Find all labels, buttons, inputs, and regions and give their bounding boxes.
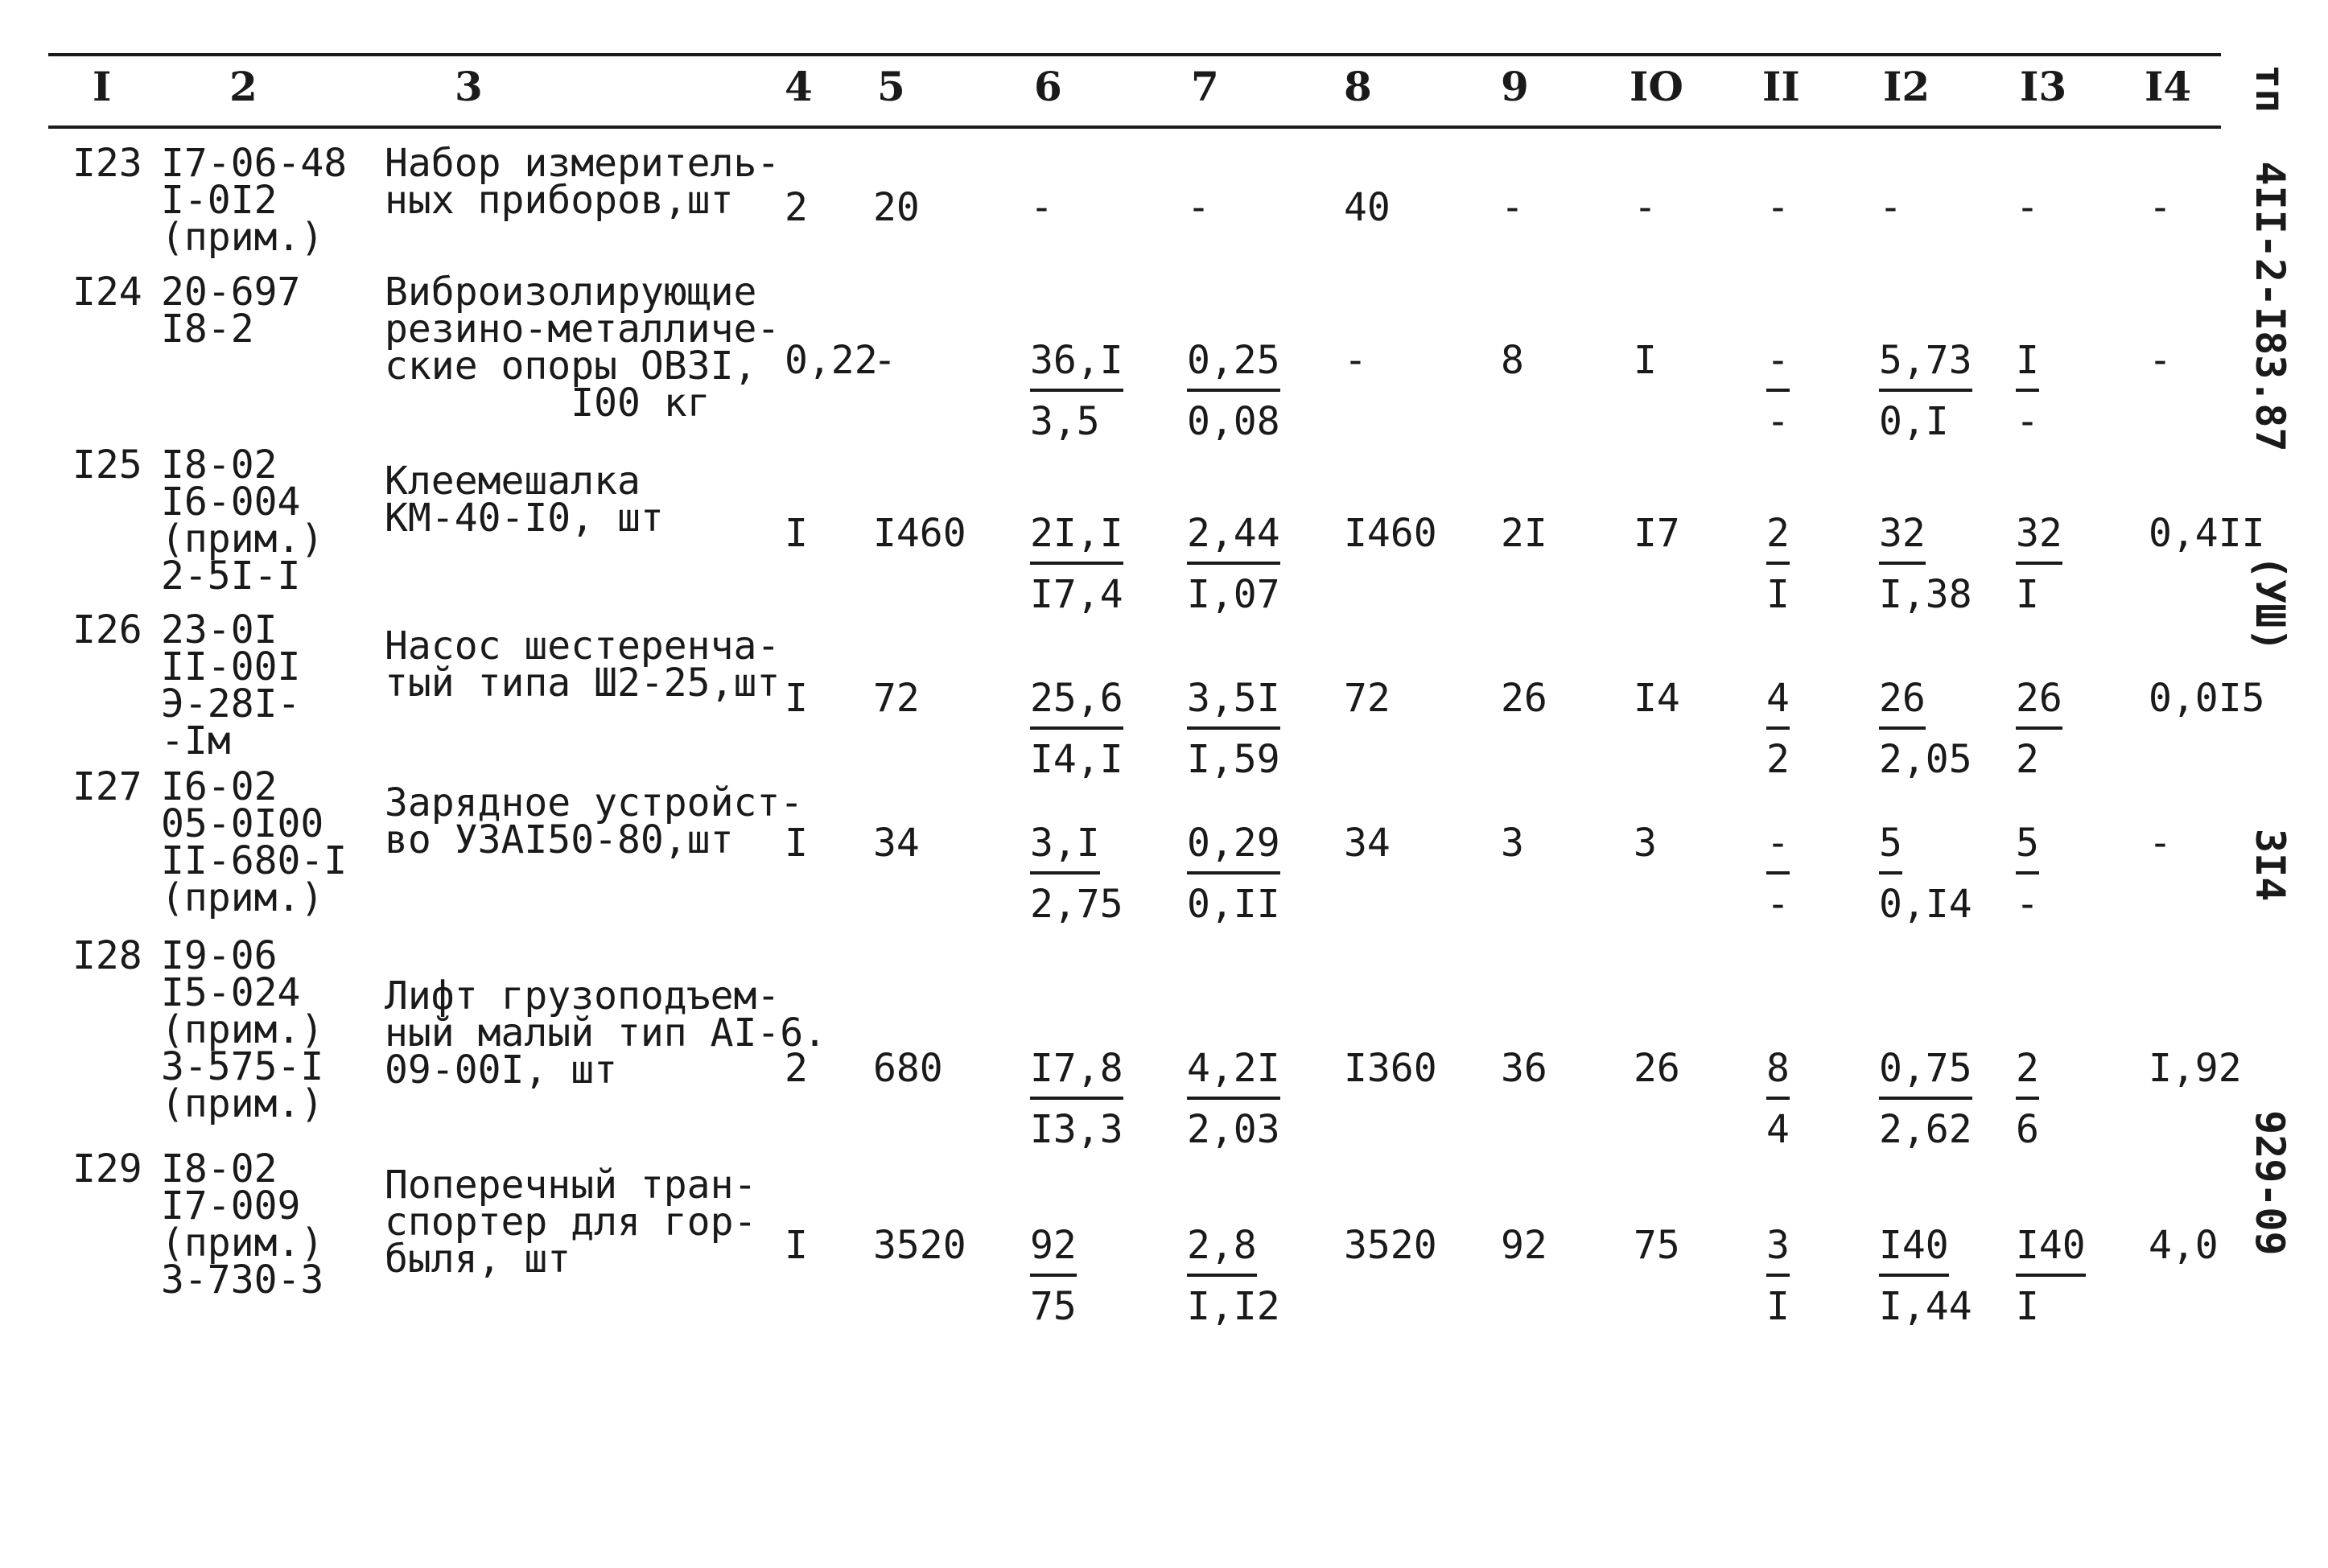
price-code-line: 3-730-3 — [161, 1257, 324, 1303]
col-header-3: 3 — [455, 63, 483, 110]
col9-cell: 8 — [1501, 338, 1524, 383]
col11-cell-numerator: 8 — [1766, 1042, 1790, 1100]
col11-cell-numerator: 4 — [1766, 672, 1790, 730]
col13-cell-numerator: 32 — [2016, 507, 2062, 565]
col-header-9: 9 — [1501, 63, 1529, 110]
item-name-line: резино-металличе- — [385, 307, 781, 352]
item-name-line: ных приборов,шт — [385, 178, 734, 223]
col6-cell — [1030, 334, 1123, 448]
col8-cell: 40 — [1344, 185, 1391, 230]
price-code — [161, 141, 348, 260]
col7-cell — [1187, 817, 1280, 931]
price-code-line: II-680-I — [161, 838, 348, 883]
qty-cell: 2 — [785, 185, 808, 230]
col14-cell: - — [2149, 821, 2172, 866]
col11-cell-denominator: I — [1766, 572, 1790, 617]
col7-cell-numerator: - — [1187, 185, 1210, 230]
col13-cell — [2016, 1042, 2039, 1156]
item-name — [385, 270, 781, 426]
row-number: I24 — [72, 270, 142, 315]
col7-cell-denominator: 2,03 — [1187, 1107, 1280, 1152]
col12-cell-numerator: 5 — [1879, 817, 1902, 875]
col14-cell: - — [2149, 338, 2172, 383]
col5-cell: 3520 — [873, 1223, 966, 1268]
col12-cell-denominator: 0,I4 — [1879, 882, 1972, 927]
col13-cell-denominator: - — [2016, 399, 2039, 444]
col12-cell-denominator: I,38 — [1879, 572, 1972, 617]
col12-cell — [1879, 672, 1972, 786]
price-code — [161, 442, 324, 599]
col6-cell-numerator: - — [1030, 185, 1053, 230]
col-header-12: I2 — [1883, 63, 1930, 110]
item-name-line: быля, шт — [385, 1237, 571, 1282]
row-number: I26 — [72, 607, 142, 652]
col9-cell: 3 — [1501, 821, 1524, 866]
price-code-line: (прим.) — [161, 1007, 324, 1052]
col6-cell-numerator: 36,I — [1030, 334, 1123, 392]
col7-cell — [1187, 334, 1280, 448]
item-name-line: тый типа Ш2-25,шт — [385, 661, 781, 706]
col5-cell: 20 — [873, 185, 920, 230]
qty-cell: 2 — [785, 1046, 808, 1091]
col6-cell — [1030, 507, 1123, 621]
item-name — [385, 459, 664, 541]
col14-cell: I,92 — [2149, 1046, 2242, 1091]
col10-cell: 75 — [1634, 1223, 1680, 1268]
col-header-4: 4 — [785, 63, 813, 110]
col-header-6: 6 — [1034, 63, 1062, 110]
item-name-line: ские опоры ОВ3I, — [385, 344, 757, 389]
item-name — [385, 1163, 757, 1282]
col6-cell-numerator: 92 — [1030, 1219, 1077, 1277]
price-code — [161, 270, 301, 352]
price-code-line: 23-0I — [161, 607, 278, 652]
price-code-line: I5-024 — [161, 970, 301, 1015]
col14-cell: - — [2149, 185, 2172, 230]
col7-cell-numerator: 2,8 — [1187, 1219, 1257, 1277]
price-code-line: (прим.) — [161, 215, 324, 260]
price-code-line: I-0I2 — [161, 178, 278, 223]
price-code — [161, 764, 348, 920]
header-rule — [48, 126, 2221, 129]
col11-cell-numerator: 3 — [1766, 1219, 1790, 1277]
col8-cell: - — [1344, 338, 1367, 383]
col5-cell: - — [873, 338, 896, 383]
col12-cell-numerator: 26 — [1879, 672, 1926, 730]
col11-cell-numerator: - — [1766, 185, 1790, 230]
qty-cell: I — [785, 511, 808, 556]
col-header-10: IO — [1630, 63, 1683, 110]
price-code — [161, 607, 301, 763]
item-name-line: Клеемешалка — [385, 459, 641, 504]
col9-cell: 36 — [1501, 1046, 1547, 1091]
col7-cell — [1187, 181, 1210, 237]
col8-cell: 3520 — [1344, 1223, 1437, 1268]
col5-cell: 680 — [873, 1046, 943, 1091]
col-header-2: 2 — [229, 63, 258, 110]
col13-cell-numerator: 2 — [2016, 1042, 2039, 1100]
col11-cell — [1766, 181, 1790, 237]
col5-cell: 72 — [873, 676, 920, 721]
col7-cell-numerator: 3,5I — [1187, 672, 1280, 730]
col8-cell: 72 — [1344, 676, 1391, 721]
item-name — [385, 141, 781, 223]
col6-cell-numerator: 2I,I — [1030, 507, 1123, 565]
price-code-line: (прим.) — [161, 875, 324, 920]
price-code — [161, 933, 324, 1126]
col10-cell: I — [1634, 338, 1657, 383]
col11-cell — [1766, 334, 1790, 448]
price-code-line: I8-02 — [161, 442, 278, 488]
col12-cell — [1879, 1219, 1972, 1333]
row-number: I27 — [72, 764, 142, 809]
col7-cell-numerator: 0,29 — [1187, 817, 1280, 875]
item-name-line: Зарядное устройст- — [385, 780, 804, 825]
col11-cell-numerator: - — [1766, 817, 1790, 875]
col11-cell — [1766, 817, 1790, 931]
col6-cell-denominator: 2,75 — [1030, 882, 1123, 927]
item-name-line: Насос шестеренча- — [385, 623, 781, 669]
col9-cell: - — [1501, 185, 1524, 230]
col6-cell — [1030, 672, 1123, 786]
col13-cell-denominator: I — [2016, 572, 2039, 617]
row-number: I29 — [72, 1146, 142, 1191]
qty-cell: I — [785, 1223, 808, 1268]
col11-cell — [1766, 1219, 1790, 1333]
col7-cell-numerator: 2,44 — [1187, 507, 1280, 565]
col6-cell-denominator: I4,I — [1030, 737, 1123, 782]
page-number: 3I4 — [2247, 829, 2293, 902]
col5-cell: 34 — [873, 821, 920, 866]
col12-cell-denominator: 2,62 — [1879, 1107, 1972, 1152]
col-header-8: 8 — [1344, 63, 1372, 110]
col13-cell-numerator: 26 — [2016, 672, 2062, 730]
item-name-line: 09-00I, шт — [385, 1047, 617, 1093]
col12-cell-denominator: 2,05 — [1879, 737, 1972, 782]
item-name-line: Виброизолирующие — [385, 270, 757, 315]
item-name-line: Набор измеритель- — [385, 141, 781, 186]
price-code-line: I9-06 — [161, 933, 278, 978]
col12-cell — [1879, 334, 1972, 448]
col7-cell — [1187, 507, 1280, 621]
price-code-line: I7-06-48 — [161, 141, 348, 186]
item-name-line: во УЗАI50-80,шт — [385, 817, 734, 862]
col-header-13: I3 — [2020, 63, 2067, 110]
col6-cell — [1030, 817, 1123, 931]
qty-cell: 0,22 — [785, 338, 878, 383]
col11-cell-denominator: - — [1766, 882, 1790, 927]
col12-cell — [1879, 181, 1902, 237]
col-header-5: 5 — [877, 63, 905, 110]
col13-cell — [2016, 507, 2062, 621]
doc-code: тп 4II-2-I83.87 — [2247, 64, 2293, 452]
price-code-line: (прим.) — [161, 516, 324, 562]
col5-cell: I460 — [873, 511, 966, 556]
price-code-line: Э-28I- — [161, 681, 301, 726]
col8-cell: I460 — [1344, 511, 1437, 556]
col14-cell: 0,4II — [2149, 511, 2265, 556]
item-name — [385, 780, 804, 862]
price-code — [161, 1146, 324, 1303]
col11-cell-denominator: 4 — [1766, 1107, 1790, 1152]
price-code-line: I8-2 — [161, 307, 254, 352]
col11-cell-denominator: 2 — [1766, 737, 1790, 782]
col8-cell: I360 — [1344, 1046, 1437, 1091]
col12-cell — [1879, 1042, 1972, 1156]
col7-cell-numerator: 0,25 — [1187, 334, 1280, 392]
col10-cell: - — [1634, 185, 1657, 230]
sheet-code: 929-09 — [2247, 1110, 2293, 1256]
col13-cell — [2016, 181, 2039, 237]
row-number: I28 — [72, 933, 142, 978]
col7-cell-denominator: I,07 — [1187, 572, 1280, 617]
col13-cell-denominator: I — [2016, 1284, 2039, 1329]
col7-cell-denominator: I,59 — [1187, 737, 1280, 782]
col12-cell — [1879, 817, 1972, 931]
col12-cell-numerator: 0,75 — [1879, 1042, 1972, 1100]
section-mark: (УШ) — [2247, 555, 2293, 652]
col12-cell-denominator: I,44 — [1879, 1284, 1972, 1329]
col9-cell: 26 — [1501, 676, 1547, 721]
price-code-line: I6-02 — [161, 764, 278, 809]
col12-cell-numerator: I40 — [1879, 1219, 1949, 1277]
qty-cell: I — [785, 676, 808, 721]
price-code-line: 2-5I-I — [161, 554, 301, 599]
col10-cell: 26 — [1634, 1046, 1680, 1091]
col13-cell-numerator: I40 — [2016, 1219, 2086, 1277]
price-code-line: (прим.) — [161, 1081, 324, 1126]
col11-cell-numerator: 2 — [1766, 507, 1790, 565]
col12-cell — [1879, 507, 1972, 621]
price-code-line: I6-004 — [161, 479, 301, 525]
col7-cell-denominator: 0,II — [1187, 882, 1280, 927]
col-header-14: I4 — [2145, 63, 2192, 110]
col10-cell: 3 — [1634, 821, 1657, 866]
col9-cell: 2I — [1501, 511, 1547, 556]
col6-cell — [1030, 1219, 1077, 1333]
col6-cell-denominator: I7,4 — [1030, 572, 1123, 617]
col13-cell — [2016, 334, 2039, 448]
row-number: I25 — [72, 442, 142, 488]
col6-cell-numerator: 25,6 — [1030, 672, 1123, 730]
item-name-line: Поперечный тран- — [385, 1163, 757, 1208]
col7-cell-denominator: 0,08 — [1187, 399, 1280, 444]
col13-cell-denominator: 2 — [2016, 737, 2039, 782]
col-header-11: II — [1762, 63, 1800, 110]
col7-cell-numerator: 4,2I — [1187, 1042, 1280, 1100]
item-name — [385, 623, 781, 706]
col6-cell — [1030, 181, 1053, 237]
price-code-line: (прим.) — [161, 1220, 324, 1266]
col12-cell-numerator: 5,73 — [1879, 334, 1972, 392]
col14-cell: 4,0 — [2149, 1223, 2219, 1268]
price-code-line: 05-0I00 — [161, 801, 324, 846]
col11-cell-denominator: - — [1766, 399, 1790, 444]
col-header-7: 7 — [1191, 63, 1219, 110]
col13-cell-numerator: 5 — [2016, 817, 2039, 875]
item-name-line: I00 кг — [385, 381, 711, 426]
col13-cell-numerator: I — [2016, 334, 2039, 392]
item-name-line: спортер для гор- — [385, 1200, 757, 1245]
col6-cell — [1030, 1042, 1123, 1156]
col13-cell — [2016, 672, 2062, 786]
price-code-line: I8-02 — [161, 1146, 278, 1191]
price-code-line: 20-697 — [161, 270, 301, 315]
price-code-line: I7-009 — [161, 1183, 301, 1228]
col6-cell-numerator: I7,8 — [1030, 1042, 1123, 1100]
item-name — [385, 973, 827, 1093]
col8-cell: 34 — [1344, 821, 1391, 866]
row-number: I23 — [72, 141, 142, 186]
item-name-line: КМ-40-I0, шт — [385, 496, 664, 541]
col-header-1: I — [93, 63, 112, 110]
col7-cell — [1187, 1219, 1280, 1333]
col7-cell-denominator: I,I2 — [1187, 1284, 1280, 1329]
col12-cell-numerator: - — [1879, 185, 1902, 230]
col7-cell — [1187, 1042, 1280, 1156]
col7-cell — [1187, 672, 1280, 786]
col12-cell-denominator: 0,I — [1879, 399, 1949, 444]
col11-cell-numerator: - — [1766, 334, 1790, 392]
col13-cell-denominator: 6 — [2016, 1107, 2039, 1152]
item-name-line: ный малый тип АI-6. — [385, 1010, 827, 1056]
col6-cell-denominator: 75 — [1030, 1284, 1077, 1329]
col6-cell-denominator: I3,3 — [1030, 1107, 1123, 1152]
qty-cell: I — [785, 821, 808, 866]
col12-cell-numerator: 32 — [1879, 507, 1926, 565]
col6-cell-denominator: 3,5 — [1030, 399, 1100, 444]
col14-cell: 0,0I5 — [2149, 676, 2265, 721]
col10-cell: I4 — [1634, 676, 1680, 721]
col13-cell — [2016, 817, 2039, 931]
col10-cell: I7 — [1634, 511, 1680, 556]
col13-cell — [2016, 1219, 2086, 1333]
col6-cell-numerator: 3,I — [1030, 817, 1100, 875]
price-code-line: II-00I — [161, 644, 301, 689]
col13-cell-denominator: - — [2016, 882, 2039, 927]
col13-cell-numerator: - — [2016, 185, 2039, 230]
price-code-line: 3-575-I — [161, 1044, 324, 1089]
price-code-line: -Iм — [161, 718, 231, 763]
top-rule — [48, 53, 2221, 56]
col11-cell — [1766, 672, 1790, 786]
item-name-line: Лифт грузоподъем- — [385, 973, 781, 1019]
col11-cell-denominator: I — [1766, 1284, 1790, 1329]
col11-cell — [1766, 1042, 1790, 1156]
col9-cell: 92 — [1501, 1223, 1547, 1268]
col11-cell — [1766, 507, 1790, 621]
